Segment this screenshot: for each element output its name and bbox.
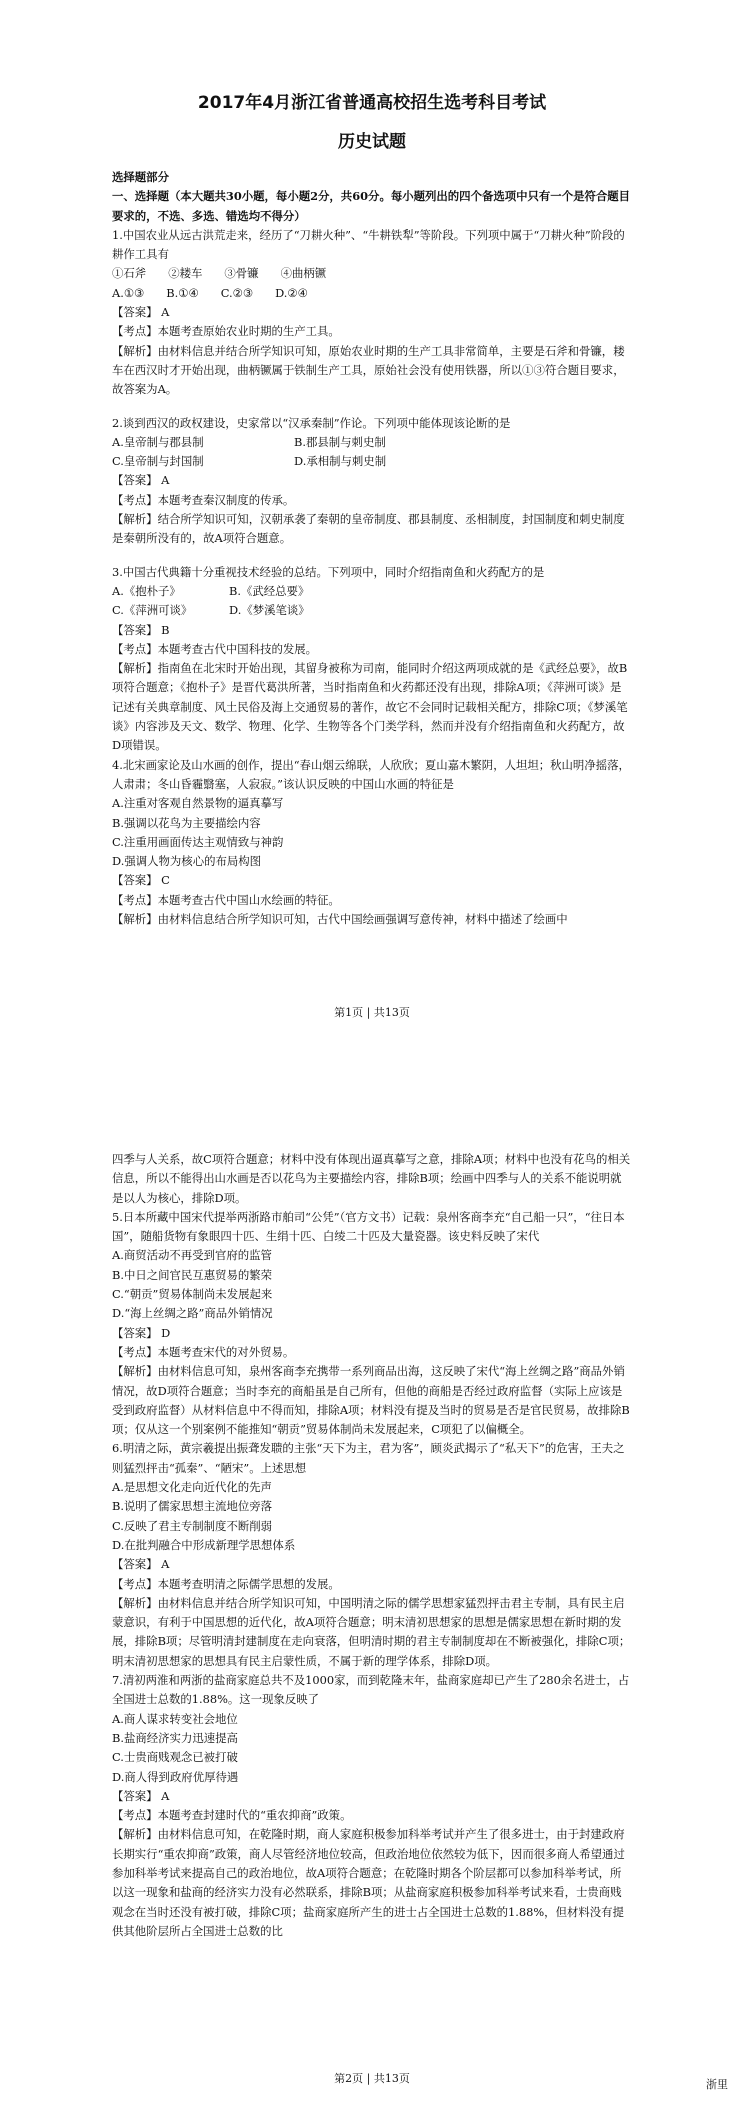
q7-choice: D.商人得到政府优厚待遇 xyxy=(112,1769,239,1784)
q4-stem: 4.北宋画家论及山水画的创作，提出“春山烟云绵联，人欣欣；夏山嘉木繁阴，人坦坦；秋山明净摇落，人肃肃；冬山昏霾翳塞，人寂寂。”该认识反映的中国山水画的特征是 xyxy=(112,757,630,791)
q2-stem: 2.谈到西汉的政权建设，史家常以“汉承秦制”作论。下列项中能体现该论断的是 xyxy=(112,415,511,430)
q6-analysis: 【解析】由材料信息并结合所学知识可知，中国明清之际的儒学思想家猛烈抨击君主专制，具有民主启蒙意识，有利于中国思想的近代化，故A项符合题意；明末清初思想家的思想是儒家思想在新时期的发展，排除B项；尽管明清封建制度在走向衰落，但明清时期的君主专制制度却在不断被强化，排除C项；明末清初思想家的思想具有民主启蒙性质，不属于新的理学体系，排除D项。 xyxy=(112,1595,631,1668)
q7-choice: B.盐商经济实力迅速提高 xyxy=(112,1730,238,1745)
q5-choice: B.中日之间官民互惠贸易的繁荣 xyxy=(112,1267,273,1282)
q6-choice: D.在批判融合中形成新理学思想体系 xyxy=(112,1537,296,1552)
q2-choice: B.郡县制与刺史制 xyxy=(294,434,386,449)
q7-stem: 7.清初两淮和两浙的盐商家庭总共不及1000家，而到乾隆末年，盐商家庭却已产生了280余名进士，占全国进士总数的1.88%。这一现象反映了 xyxy=(112,1673,630,1707)
q2-answer: 【答案】 A xyxy=(112,473,170,488)
q4-choice: C.注重用画面传达主观情致与神韵 xyxy=(112,834,284,849)
q1-stem: 1.中国农业从远古洪荒走来，经历了“刀耕火种”、“牛耕铁犁”等阶段。下列项中属于“刀耕火种”阶段的耕作工具有 xyxy=(112,227,625,262)
q4-choice: B.强调以花鸟为主要描绘内容 xyxy=(112,815,261,830)
q2-choices-row1 xyxy=(112,433,632,452)
q7-choice: A.商人谋求转变社会地位 xyxy=(112,1711,238,1726)
q2-analysis: 【解析】结合所学知识可知，汉朝承袭了秦朝的皇帝制度、郡县制度、丞相制度，封国制度和刺史制度是秦朝所没有的，故A项符合题意。 xyxy=(112,512,625,546)
q3-choices-row1 xyxy=(112,582,632,601)
q6-choice: A.是思想文化走向近代化的先声 xyxy=(112,1480,272,1495)
q3-answer: 【答案】 B xyxy=(112,622,170,637)
q1-item: ②耧车 xyxy=(168,266,203,281)
q3-choice: B.《武经总要》 xyxy=(229,583,310,598)
page-1-footer: 第1页 | 共13页 xyxy=(334,1006,410,1019)
q1-choice: B.①④ xyxy=(166,285,199,300)
q4-answer: 【答案】 C xyxy=(112,873,170,888)
q5-choice: C.“朝贡”贸易体制尚未发展起来 xyxy=(112,1287,273,1302)
q5-stem: 5.日本所藏中国宋代提举两浙路市舶司“公凭”（官方文书）记载：泉州客商李充“自己船一只”，“往日本国”，随船货物有象眼四十匹、生绢十匹、白绫二十匹及大量瓷器。该史料反映了宋代 xyxy=(112,1209,625,1244)
page-2-footer: 第2页 | 共13页 xyxy=(334,2072,410,2085)
q4-choice: A.注重对客观自然景物的逼真摹写 xyxy=(112,796,284,811)
q2-choice: A.皇帝制与郡县制 xyxy=(112,434,204,449)
q2-choice: D.承相制与刺史制 xyxy=(294,454,387,469)
q3-point: 【考点】本题考查古代中国科技的发展。 xyxy=(112,641,318,656)
q4-choice: D.强调人物为核心的布局构图 xyxy=(112,854,262,869)
q1-choice: A.①③ xyxy=(112,285,145,300)
q3-stem: 3.中国古代典籍十分重视技术经验的总结。下列项中，同时介绍指南鱼和火药配方的是 xyxy=(112,564,545,579)
q1-item: ③骨镰 xyxy=(224,266,259,281)
q7-analysis: 【解析】由材料信息可知，在乾隆时期，商人家庭积极参加科举考试并产生了很多进士，由于封建政府长期实行“重农抑商”政策，商人尽管经济地位较高，但政治地位依然较为低下，因而很多商人希望通过参加科举考试来提高自己的政治地位，故A项符合题意；在乾隆时期各个阶层都可以参加科举考试，所以这一现象和盐商的经济实力没有必然联系，排除B项；从盐商家庭积极参加科举考试来看，士贵商贱观念在当时还没有被打破，排除C项；盐商家庭所产生的进士占全国进士总数的1.88%，但材料没有提供其他阶层所占全国进士总数的比 xyxy=(112,1827,625,1938)
q3-choice: A.《抱朴子》 xyxy=(112,583,181,598)
q5-choice: A.商贸活动不再受到官府的监管 xyxy=(112,1248,272,1263)
q6-choice: C.反映了君主专制制度不断削弱 xyxy=(112,1518,273,1533)
q1-items xyxy=(112,264,632,283)
q6-stem: 6.明清之际，黄宗羲提出振聋发聩的主张“天下为主，君为客”，顾炎武揭示了“私天下”的危害，王夫之则猛烈抨击“孤秦”、“陋宋”。上述思想 xyxy=(112,1441,625,1475)
q5-point: 【考点】本题考查宋代的对外贸易。 xyxy=(112,1344,295,1359)
corner-mark: 浙里 xyxy=(706,2078,728,2091)
q3-choice: D.《梦溪笔谈》 xyxy=(229,603,310,618)
q3-choices-row2 xyxy=(112,601,632,620)
q1-analysis: 【解析】由材料信息并结合所学知识可知，原始农业时期的生产工具非常简单，主要是石斧和骨镰，耧车在西汉时才开始出现，曲柄镢属于铁制生产工具，原始社会没有使用铁器，所以①③符合题目要求，故答案为A。 xyxy=(112,343,625,397)
q1-item: ④曲柄镢 xyxy=(280,266,327,281)
page-1-content xyxy=(112,88,632,929)
q1-choices xyxy=(112,284,632,303)
q7-answer: 【答案】 A xyxy=(112,1788,170,1803)
exam-title: 2017年4月浙江省普通高校招生选考科目考试 xyxy=(197,93,547,113)
page-2-content xyxy=(112,1150,632,1941)
section-instruction: 一、选择题（本大题共30小题，每小题2分，共60分。每小题列出的四个备选项中只有一个是符合题目要求的，不选、多选、错选均不得分） xyxy=(112,189,631,223)
q4-point: 【考点】本题考查古代中国山水绘画的特征。 xyxy=(112,892,340,907)
q5-analysis: 【解析】由材料信息可知，泉州客商李充携带一系列商品出海，这反映了宋代“海上丝绸之路”商品外销情况，故D项符合题意；当时李充的商船虽是自己所有，但他的商船是否经过政府监督（实际上应该是受到政府监督）从材料信息中不得而知，排除A项；材料没有提及当时的贸易是否是官民贸易，故排除B项；仅从这一个别案例不能推知“朝贡”贸易体制尚未发展起来，C项犯了以偏概全。 xyxy=(112,1364,630,1437)
q1-choice: C.②③ xyxy=(220,285,254,300)
q2-choice: C.皇帝制与封国制 xyxy=(112,454,204,469)
q2-point: 【考点】本题考查秦汉制度的传承。 xyxy=(112,492,295,507)
q1-choice: D.②④ xyxy=(275,285,308,300)
q6-answer: 【答案】 A xyxy=(112,1557,170,1572)
q5-answer: 【答案】 D xyxy=(112,1325,171,1340)
q1-point: 【考点】本题考查原始农业时期的生产工具。 xyxy=(112,324,340,339)
exam-subtitle: 历史试题 xyxy=(338,132,406,152)
q3-choice: C.《萍洲可谈》 xyxy=(112,603,193,618)
q4-analysis-continued: 四季与人关系，故C项符合题意；材料中没有体现出逼真摹写之意，排除A项；材料中也没有花鸟的相关信息，所以不能得出山水画是否以花鸟为主要描绘内容，排除B项；绘画中四季与人的关系不能说明就是以人为核心，排除D项。 xyxy=(112,1152,631,1205)
q7-point: 【考点】本题考查封建时代的“重农抑商”政策。 xyxy=(112,1808,352,1823)
q1-answer: 【答案】 A xyxy=(112,305,170,320)
section-heading: 选择题部分 xyxy=(112,170,169,184)
q1-item: ①石斧 xyxy=(112,266,147,281)
q6-point: 【考点】本题考查明清之际儒学思想的发展。 xyxy=(112,1576,340,1591)
q2-choices-row2 xyxy=(112,452,632,471)
q5-choice: D.“海上丝绸之路”商品外销情况 xyxy=(112,1306,273,1321)
q6-choice: B.说明了儒家思想主流地位旁落 xyxy=(112,1499,273,1514)
q7-choice: C.士贵商贱观念已被打破 xyxy=(112,1750,238,1765)
q4-analysis: 【解析】由材料信息结合所学知识可知，古代中国绘画强调写意传神，材料中描述了绘画中 xyxy=(112,911,568,926)
page-2 xyxy=(0,1080,744,2104)
q3-analysis: 【解析】指南鱼在北宋时开始出现，其留身被称为司南，能同时介绍这两项成就的是《武经总要》，故B项符合题意；《抱朴子》是晋代葛洪所著，当时指南鱼和火药都还没有出现，排除A项；《萍洲可谈》是记述有关典章制度、风土民俗及海上交通贸易的著作，故它不会同时记载相关配方，排除C项；《梦溪笔谈》内容涉及天文、数学、物理、化学、生物等各个门类学科，然而并没有介绍指南鱼和火药配方，故D项错误。 xyxy=(112,661,628,753)
